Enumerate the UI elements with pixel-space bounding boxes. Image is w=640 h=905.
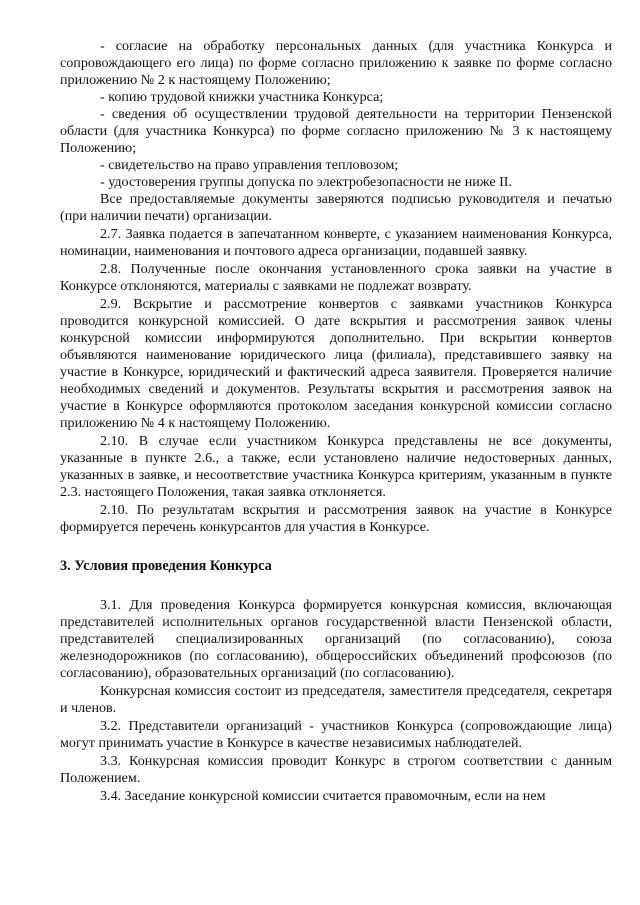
paragraph-2-7: 2.7. Заявка подается в запечатанном конверте, с указанием наименования Конкурса, номинации, наименования и почтового адреса организации, подавшей заявку. xyxy=(60,226,612,259)
paragraph-documents-certified: Все предоставляемые документы заверяются подписью руководителя и печатью (при наличии печати) организации. xyxy=(60,191,612,224)
paragraph-3-1: 3.1. Для проведения Конкурса формируется конкурсная комиссия, включающая представителей исполнительных органов государственной власти Пензенской области, представителей специализированных организаций (по согласованию), союза железнодорожников (по согласованию), общероссийских объединений профсоюзов (по согласованию), образовательных организаций (по согласованию). xyxy=(60,597,612,681)
paragraph-2-9: 2.9. Вскрытие и рассмотрение конвертов с заявками участников Конкурса проводится конкурсной комиссией. О дате вскрытия и рассмотрения заявок члены конкурсной комиссии информируются дополнительно. При вскрытии конвертов объявляются наименование юридического лица (филиала), представившего заявку на участие в Конкурсе, юридический и фактический адреса заявителя. Проверяется наличие необходимых сведений и документов. Результаты вскрытия и рассмотрения заявок на участие в Конкурсе оформляются протоколом заседания конкурсной комиссии согласно приложению № 4 к настоящему Положению. xyxy=(60,296,612,431)
paragraph-work-book: - копию трудовой книжки участника Конкурса; xyxy=(100,89,384,105)
paragraph-work-info: - сведения об осуществлении трудовой деятельности на территории Пензенской области (для участника Конкурса) по форме согласно приложению № 3 к настоящему Положению; xyxy=(60,106,612,156)
paragraph-license: - свидетельство на право управления тепловозом; xyxy=(100,157,399,173)
section-heading: 3. Условия проведения Конкурса xyxy=(60,558,272,574)
paragraph-3-3: 3.3. Конкурсная комиссия проводит Конкурс в строгом соответствии с данным Положением. xyxy=(60,753,612,786)
paragraph-2-10-b: 2.10. По результатам вскрытия и рассмотрения заявок на участие в Конкурсе формируется перечень конкурсантов для участия в Конкурсе. xyxy=(60,502,612,535)
paragraph-electrical-safety: - удостоверения группы допуска по электробезопасности не ниже II. xyxy=(100,174,513,190)
paragraph-3-4: 3.4. Заседание конкурсной комиссии считается правомочным, если на нем xyxy=(100,788,546,804)
document-page xyxy=(60,38,612,805)
paragraph-commission-composition: Конкурсная комиссия состоит из председателя, заместителя председателя, секретаря и членов. xyxy=(60,683,612,716)
paragraph-3-2: 3.2. Представители организаций - участников Конкурса (сопровождающие лица) могут принимать участие в Конкурсе в качестве независимых наблюдателей. xyxy=(60,718,612,751)
paragraph-consent: - согласие на обработку персональных данных (для участника Конкурса и сопровождающего его лица) по форме согласно приложению к заявке по форме согласно приложению № 2 к настоящему Положению; xyxy=(60,38,612,88)
paragraph-2-8: 2.8. Полученные после окончания установленного срока заявки на участие в Конкурсе отклоняются, материалы с заявками не подлежат возврату. xyxy=(60,261,612,294)
paragraph-2-10-a: 2.10. В случае если участником Конкурса представлены не все документы, указанные в пункте 2.6., а также, если установлено наличие недостоверных данных, указанных в заявке, и несоответствие участника Конкурса критериям, указанным в пункте 2.3. настоящего Положения, такая заявка отклоняется. xyxy=(60,433,612,500)
